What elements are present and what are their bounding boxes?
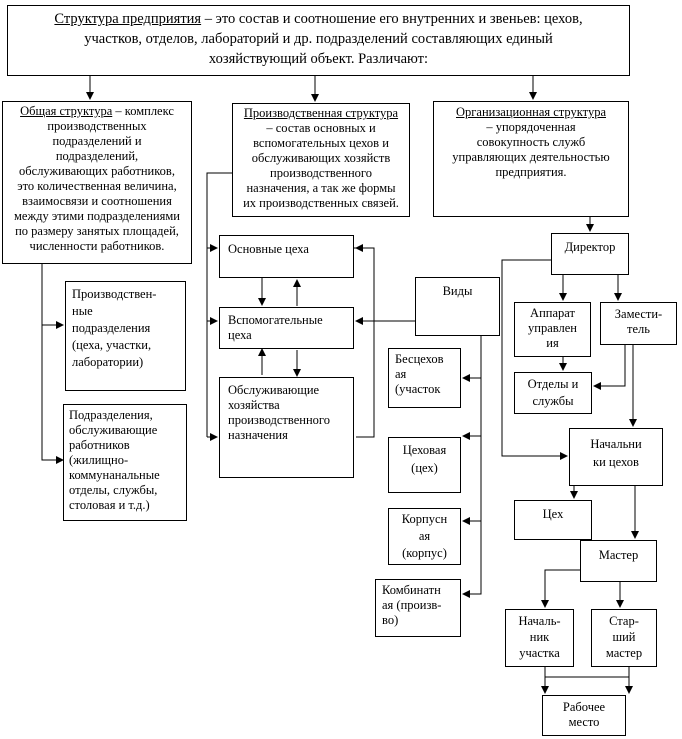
bottom-join [545, 667, 629, 677]
arrow-deputy-to-departments [594, 345, 625, 386]
general-structure-box: Общая структура – комплекс производственных подразделений и подразделений, обслуживающих работников, это количественная величина, взаимосвязи и соотношения между этими подразделениями по размеру занятых площадей, численности работников. [2, 101, 192, 264]
service-units-box: Подразделения, обслуживающие работников (жилищно- коммунанальные отделы, службы, столовая и т.д.) [63, 404, 187, 521]
production-term: Производственная структура [243, 106, 399, 120]
production-structure-box: Производственная структура – состав основных и вспомогательных цехов и обслуживающих хозяйств производственного назначения, а так же формы их производственных связей. [232, 103, 410, 217]
type-combine-box: Комбинатн ая (произв- во) [375, 579, 461, 637]
arrow-to-section-head [545, 570, 580, 607]
header-line-3: хозяйствующий объект. Различают: [208, 51, 429, 67]
header-line-2: участков, отделов, лабораторий и др. подразделений составляющих единый [84, 31, 553, 47]
workplace-box: Рабочее место [542, 695, 626, 736]
type-shop-box: Цеховая (цех) [388, 437, 461, 493]
arrow-to-service-units [42, 325, 63, 460]
type-building-box: Корпусн ая (корпус) [388, 508, 461, 565]
general-term: Общая структура [20, 104, 113, 118]
organizational-term: Организационная структура [456, 105, 606, 119]
service-farms-box: Обслуживающие хозяйства производственного назначения [219, 377, 354, 478]
right-bracket [354, 248, 374, 437]
senior-master-box: Стар- ший мастер [591, 609, 657, 667]
production-units-box: Производствен- ные подразделения (цеха, участки, лаборатории) [65, 281, 186, 391]
master-box: Мастер [580, 540, 657, 582]
header-box [7, 5, 630, 76]
types-line [463, 336, 481, 594]
main-shops-box: Основные цеха [219, 235, 354, 278]
shop-heads-box: Начальни ки цехов [569, 428, 663, 486]
auxiliary-shops-box: Вспомогательные цеха [219, 307, 354, 349]
header-line-1: – это состав и соотношение его внутренних и звеньев: цехов, [201, 11, 583, 27]
organizational-structure-box: Организационная структура – упорядоченная совокупность служб управляющих деятельностью предприятия. [433, 101, 629, 217]
header-term: Структура предприятия [54, 11, 202, 27]
arrow-director-to-shop-heads [502, 260, 567, 456]
departments-box: Отделы и службы [514, 372, 592, 414]
types-box: Виды [415, 277, 500, 336]
apparatus-box: Аппарат управлен ия [514, 302, 591, 357]
arrow-to-prod-units [42, 264, 63, 325]
shop-box: Цех [514, 500, 592, 540]
section-head-box: Началь- ник участка [505, 609, 574, 667]
deputy-box: Замести- тель [600, 302, 677, 345]
type-shopless-box: Бесцехов ая (участок [388, 348, 461, 408]
director-box: Директор [551, 233, 629, 275]
